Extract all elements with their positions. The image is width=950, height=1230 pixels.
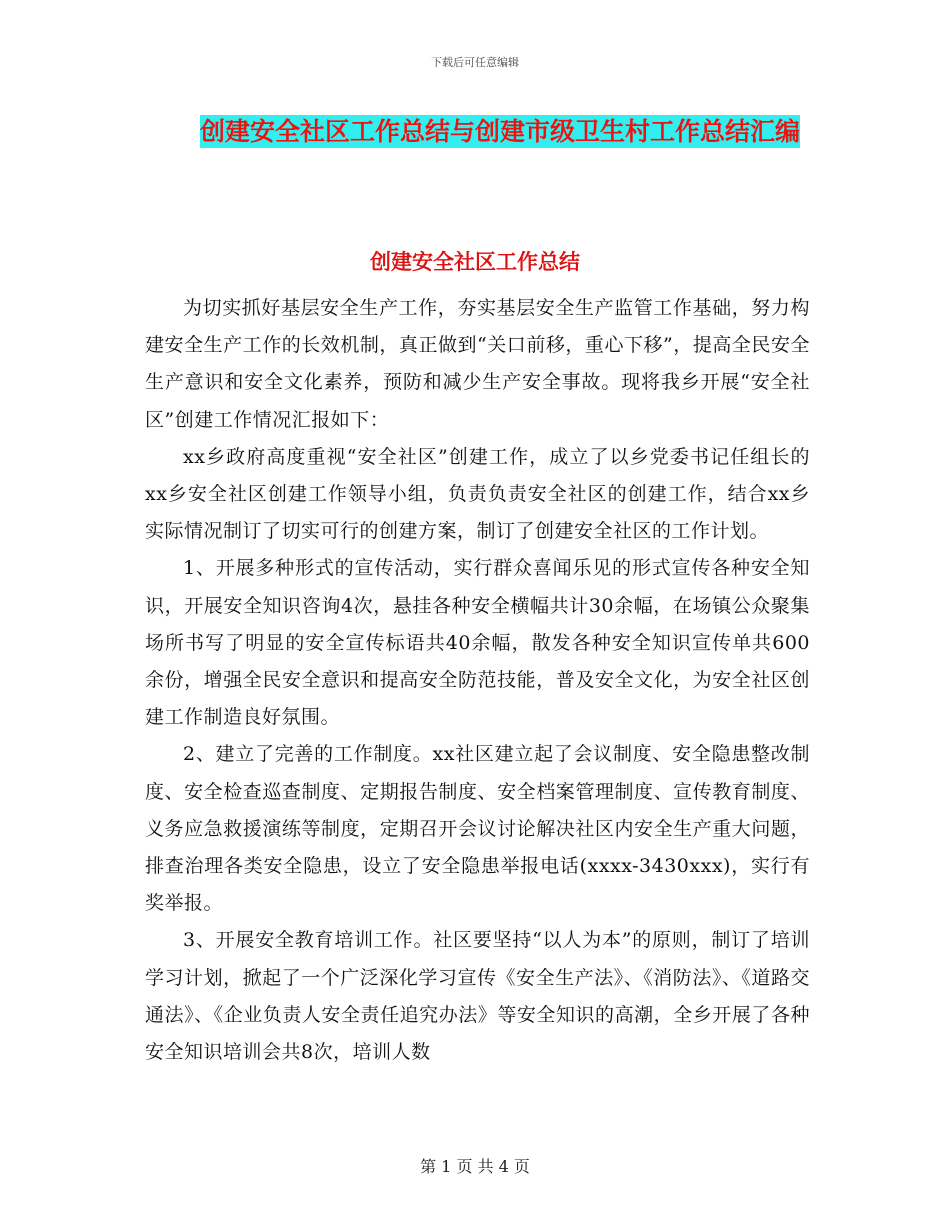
page-header-note: 下载后可任意编辑: [431, 56, 519, 69]
page-number: 第 1 页 共 4 页: [420, 1157, 530, 1176]
paragraph-training: 3、开展安全教育培训工作。社区要坚持“以人为本”的原则，制订了培训学习计划，掀起了一个广泛深化学习宣传《安全生产法》、《消防法》、《道路交通法》、《企业负责人安全责任追究办法》等安全知识的高潮，全乡开展了各种安全知识培训会共8次，培训人数: [145, 929, 810, 1064]
document-title-text: 创建安全社区工作总结与创建市级卫生村工作总结汇编: [199, 117, 800, 146]
document-title: [190, 106, 810, 158]
paragraph-leadership: xx乡政府高度重视“安全社区”创建工作，成立了以乡党委书记任组长的xx乡安全社区创建工作领导小组，负责负责安全社区的创建工作，结合xx乡实际情况制订了切实可行的创建方案，制订了创建安全社区的工作计划。: [145, 445, 810, 543]
document-body: [145, 290, 810, 1071]
paragraph-publicity: 1、开展多种形式的宣传活动，实行群众喜闻乐见的形式宣传各种安全知识，开展安全知识咨询4次，悬挂各种安全横幅共计30余幅，在场镇公众聚集场所书写了明显的安全宣传标语共40余幅，散发各种安全知识宣传单共600余份，增强全民安全意识和提高安全防范技能，普及安全文化，为安全社区创建工作制造良好氛围。: [145, 557, 810, 729]
paragraph-systems: 2、建立了完善的工作制度。xx社区建立起了会议制度、安全隐患整改制度、安全检查巡查制度、定期报告制度、安全档案管理制度、宣传教育制度、义务应急救援演练等制度，定期召开会议讨论解决社区内安全生产重大问题，排查治理各类安全隐患，设立了安全隐患举报电话(xxxx-3430xxx)，实行有奖举报。: [145, 743, 810, 915]
paragraph-intro: 为切实抓好基层安全生产工作，夯实基层安全生产监管工作基础，努力构建安全生产工作的长效机制，真正做到“关口前移，重心下移”，提高全民安全生产意识和安全文化素养，预防和减少生产安全事故。现将我乡开展“安全社区”创建工作情况汇报如下：: [145, 297, 810, 431]
section-title: 创建安全社区工作总结: [370, 249, 580, 274]
